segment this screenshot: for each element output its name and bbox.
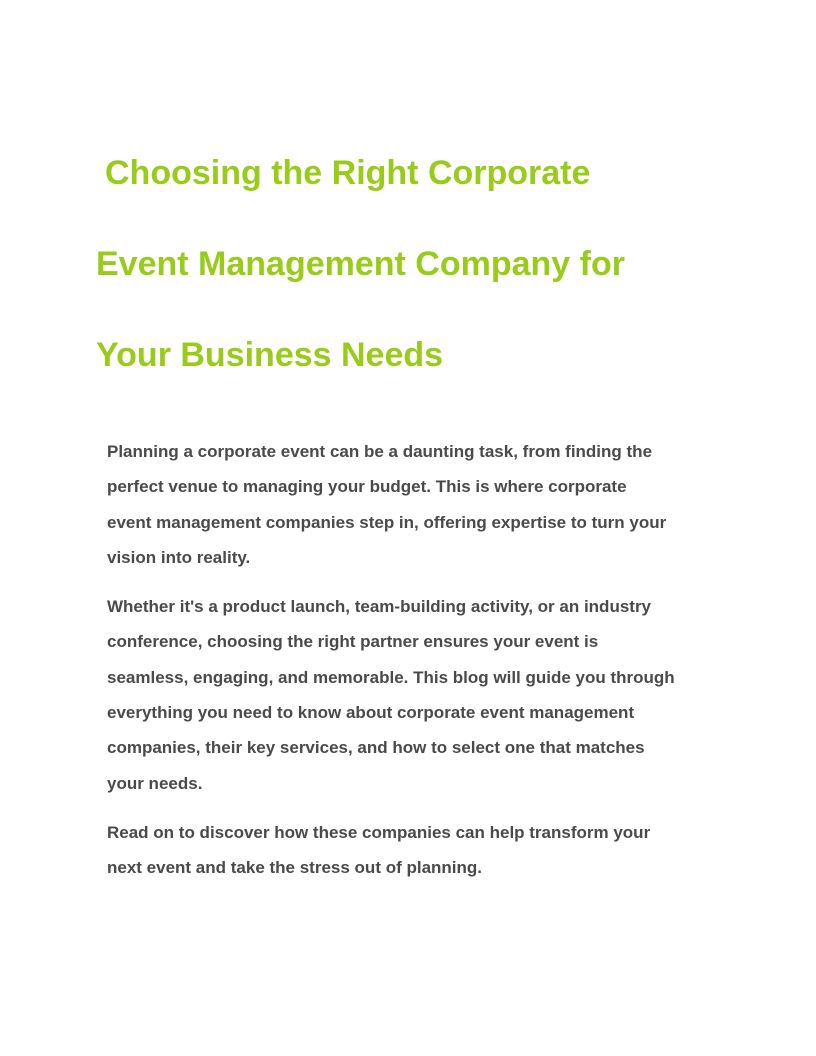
document-body: [107, 434, 727, 900]
text-line: conference, choosing the right partner ensures your event is: [107, 632, 599, 652]
title-line: Your Business Needs: [96, 336, 444, 374]
text-line: seamless, engaging, and memorable. This blog will guide you through: [107, 667, 675, 687]
paragraph-intro: [107, 434, 727, 575]
paragraph-closing: [107, 815, 727, 886]
text-line: your needs.: [107, 773, 203, 793]
text-line: Whether it's a product launch, team-building activity, or an industry: [107, 597, 652, 617]
paragraph-partner: [107, 589, 727, 801]
text-line: everything you need to know about corporate event management: [107, 703, 635, 723]
document-title: [96, 128, 736, 401]
text-line: Read on to discover how these companies can help transform your: [107, 822, 651, 842]
text-line: next event and take the stress out of planning.: [107, 858, 483, 878]
text-line: perfect venue to managing your budget. This is where corporate: [107, 477, 627, 497]
text-line: event management companies step in, offering expertise to turn your: [107, 512, 667, 532]
text-line: vision into reality.: [107, 547, 251, 567]
title-line: Choosing the Right Corporate: [105, 154, 591, 192]
text-line: companies, their key services, and how to select one that matches: [107, 738, 645, 758]
title-line: Event Management Company for: [96, 245, 625, 283]
text-line: Planning a corporate event can be a daunting task, from finding the: [107, 442, 653, 461]
